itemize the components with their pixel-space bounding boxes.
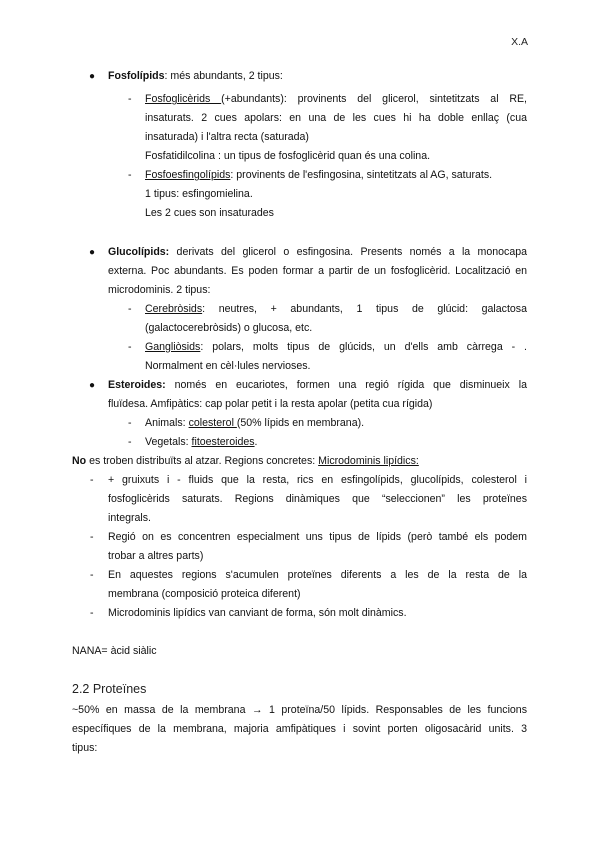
gangliosids-line-2: Normalment en cèl·lules nervioses.: [145, 360, 311, 372]
vegetals-line: Vegetals: fitoesteroides.: [145, 436, 258, 448]
dash-icon: -: [128, 169, 132, 181]
esteroides-title: Esteroides:: [108, 379, 166, 391]
fosfoglicerids-line-3: insaturada) i l'altra recta (saturada): [145, 131, 309, 143]
fosfolipids-intro: : més abundants, 2 tipus:: [164, 70, 283, 82]
microdominis-item-1-line-3: integrals.: [108, 512, 151, 524]
microdominis-item-2-line-2: trobar a altres parts): [108, 550, 204, 562]
proteines-line-3: tipus:: [72, 742, 98, 754]
dash-icon: -: [90, 569, 94, 581]
dash-icon: -: [128, 303, 132, 315]
dash-icon: -: [90, 607, 94, 619]
proteines-line-2: específiques de la membrana, majoria amfipàtiques i sovint porten oligosacàrid units. 3: [72, 723, 527, 735]
fosfoglicerids-line-1: Fosfoglicèrids (+abundants): provinents del glicerol, sintetitzats al RE,: [145, 93, 527, 105]
bullet-icon: ●: [89, 247, 96, 258]
glucolipids-title: Glucolípids:: [108, 246, 170, 258]
esteroides-line-1: Esteroides: només en eucariotes, formen una regió rígida que disminueix la: [108, 379, 527, 391]
dash-icon: -: [90, 474, 94, 486]
esteroides-line-2: fluïdesa. Amfipàtics: cap polar petit i la resta apolar (petita cua rígida): [108, 398, 433, 410]
cerebrosids-line-1: Cerebròsids: neutres, + abundants, 1 tipus de glúcid: galactosa: [145, 303, 527, 315]
dash-icon: -: [128, 417, 132, 429]
dash-icon: -: [128, 93, 132, 105]
colesterol-term: colesterol: [188, 417, 237, 429]
section-heading-proteines: 2.2 Proteïnes: [72, 682, 147, 696]
fosfoglicerids-line-4: Fosfatidilcolina : un tipus de fosfoglicèrid quan és una colina.: [145, 150, 431, 162]
fosfoesfingolipids-line-3: Les 2 cues son insaturades: [145, 207, 274, 219]
microdominis-item-3-line-2: membrana (composició proteica diferent): [108, 588, 301, 600]
bullet-icon: ●: [89, 71, 96, 82]
microdominis-item-1-line-1: + gruixuts i - fluids que la resta, rics en esfingolípids, glucolípids, colesterol i: [108, 474, 527, 486]
microdominis-item-1-line-2: fosfoglicèrids saturats. Regions dinàmiques que “seleccionen” les proteïnes: [108, 493, 527, 505]
gangliosids-line-1: Gangliòsids: polars, molts tipus de glúcids, un d'ells amb càrrega - .: [145, 341, 527, 353]
glucolipids-line-1: Glucolípids: derivats del glicerol o esfingosina. Presents només a la monocapa: [108, 246, 527, 258]
bullet-icon: ●: [89, 380, 96, 391]
dash-icon: -: [128, 436, 132, 448]
gangliosids-term: Gangliòsids: [145, 341, 201, 353]
glucolipids-line-3: microdominis. 2 tipus:: [108, 284, 211, 296]
fosfolipids-title: Fosfolípids: [108, 70, 165, 82]
fosfoesfingolipids-line-1: Fosfoesfingolípids: provinents de l'esfingosina, sintetitzats al AG, saturats.: [145, 169, 493, 181]
microdominis-no: No: [72, 455, 87, 467]
microdominis-item-4-line-1: Microdominis lipídics van canviant de forma, són molt dinàmics.: [108, 607, 407, 619]
fosfoesfingolipids-term: Fosfoesfingolípids: [145, 169, 231, 181]
cerebrosids-term: Cerebròsids: [145, 303, 203, 315]
dash-icon: -: [90, 531, 94, 543]
fosfoglicerids-line-2: insaturats. 2 cues apolars: en una de les cues hi ha doble enllaç (cua: [145, 112, 527, 124]
microdominis-term: Microdominis lipídics:: [318, 455, 419, 467]
cerebrosids-line-2: (galactocerebròsids) o glucosa, etc.: [145, 322, 313, 334]
fosfolipids-heading: [108, 67, 283, 86]
page-header-initials: X.A: [511, 36, 528, 48]
glucolipids-line-2: externa. Poc abundants. Es poden formar a partir de un fosfoglicèrid. Localització en: [108, 265, 527, 277]
proteines-line-1: ~50% en massa de la membrana → 1 proteïna/50 lípids. Responsables de les funcions: [72, 704, 527, 716]
dash-icon: -: [128, 341, 132, 353]
microdominis-intro: No es troben distribuïts al atzar. Regions concretes: Microdominis lipídics:: [72, 455, 419, 467]
microdominis-item-2-line-1: Regió on es concentren especialment uns tipus de lípids (però també els podem: [108, 531, 527, 543]
animals-line: Animals: colesterol (50% lípids en membrana).: [145, 417, 365, 429]
fosfoglicerids-term: Fosfoglicèrids: [145, 93, 222, 105]
nana-note: NANA= àcid siàlic: [72, 645, 157, 657]
fosfoesfingolipids-line-2: 1 tipus: esfingomielina.: [145, 188, 253, 200]
fitoesteroides-term: fitoesteroides: [191, 436, 255, 448]
microdominis-item-3-line-1: En aquestes regions s'acumulen proteïnes diferents a les de la resta de la: [108, 569, 527, 581]
